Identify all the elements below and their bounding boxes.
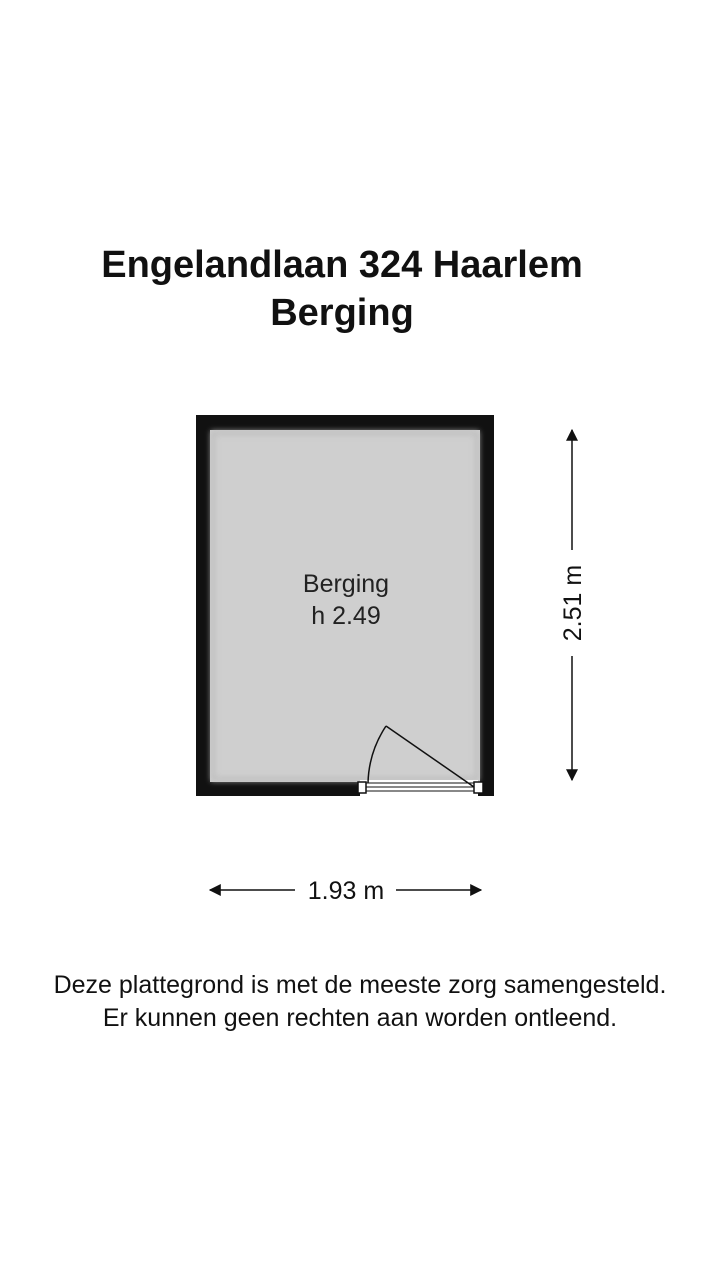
disclaimer-text: Er kunnen geen rechten aan worden ontleend.	[102, 1004, 618, 1032]
door-jamb-right	[474, 782, 483, 793]
width-dimension-label: 1.93 m	[307, 877, 385, 905]
door-jamb-left	[358, 782, 366, 793]
plan-title: Engelandlaan 324 Haarlem	[101, 244, 583, 286]
plan-subtitle: Berging	[270, 292, 414, 334]
disclaimer-text: Deze plattegrond is met de meeste zorg samengesteld.	[53, 971, 667, 999]
depth-dimension-label: 2.51 m	[559, 564, 587, 642]
room-label: Berging	[302, 570, 390, 598]
room-height: h 2.49	[311, 602, 381, 630]
